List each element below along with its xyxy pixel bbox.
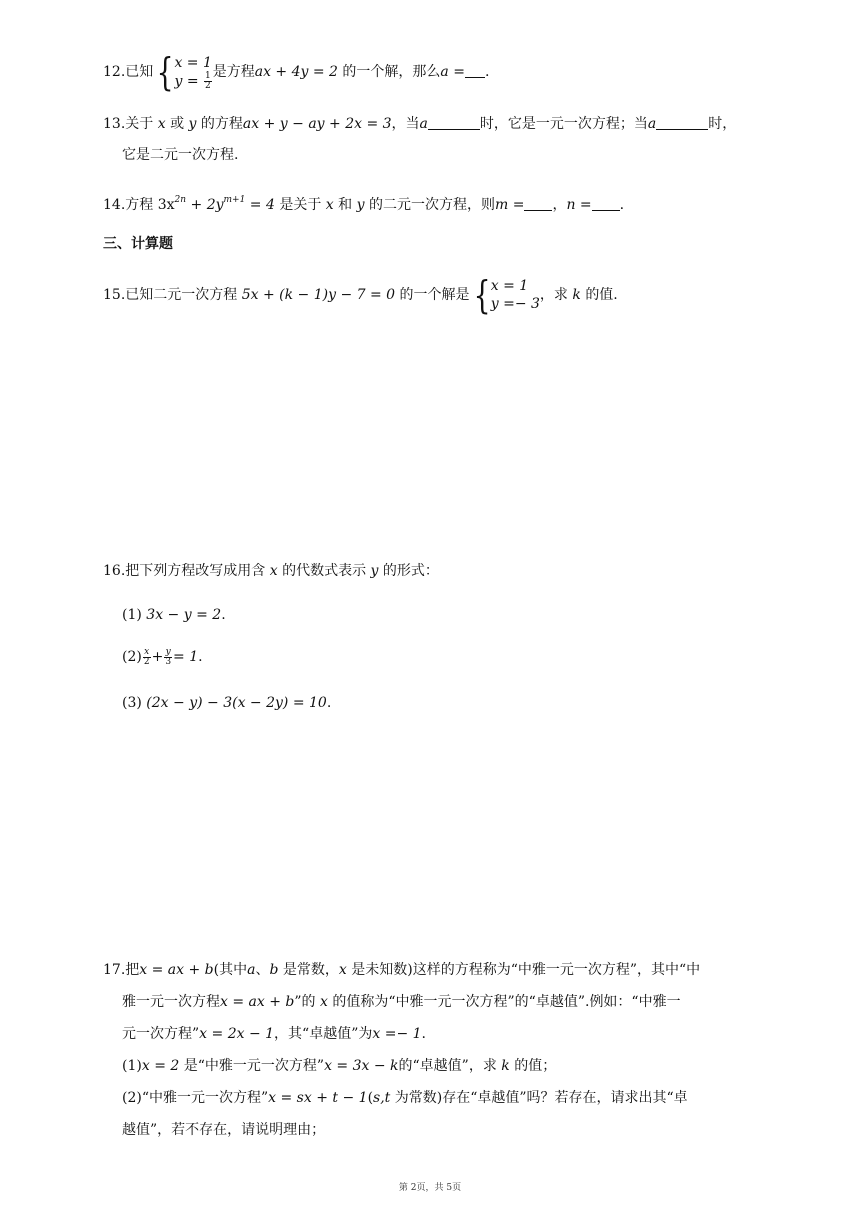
question-16: 16.把下列方程改写成用含 x 的代数式表示 y 的形式： — [103, 563, 439, 579]
question-16-part-1: (1) 3x − y = 2. — [122, 607, 226, 623]
question-number: 16. — [103, 563, 126, 579]
question-12: 12.已知{ x = 1 y = $\frac{1}{2}$ 是方程ax + 4y = 2 的一个解，那么a = . — [103, 50, 490, 94]
fraction: $\frac{1}{2}$ — [205, 70, 211, 91]
question-17-line2: 雅一元一次方程x = ax + b”的 x 的值称为“中雅一元一次方程”的“卓越值”.例如：“中雅一 — [122, 994, 681, 1010]
question-16-part-3: (3) (2x − y) − 3(x − 2y) = 10. — [122, 695, 332, 711]
question-13-line2: 它是二元一次方程. — [122, 147, 239, 163]
question-17: 17.把x = ax + b(其中a、b 是常数，x 是未知数)这样的方程称为“中雅一元一次方程”，其中“中 — [103, 962, 701, 978]
left-brace: { — [473, 273, 491, 317]
question-17-part-2-line2: 越值”，若不存在，请说明理由； — [122, 1122, 326, 1138]
question-14: 14.方程 $3x^{2n} + 2y^{m+1} = 4$ 是关于 x 和 y 的二元一次方程，则m = ，n = . — [103, 195, 625, 213]
question-17-part-2: (2)“中雅一元一次方程”x = sx + t − 1(s,t 为常数)存在“卓越值”吗？若存在，请求出其“卓 — [122, 1090, 688, 1106]
equation-system: x = 1 y =− 3 — [490, 278, 540, 312]
question-number: 14. — [103, 197, 126, 213]
answer-blank[interactable] — [465, 63, 485, 78]
answer-blank-n[interactable] — [592, 196, 620, 211]
answer-blank-m[interactable] — [524, 196, 552, 211]
equation-system: x = 1 y = $\frac{1}{2}$ — [174, 54, 212, 91]
question-13: 13.关于 x 或 y 的方程ax + y − ay + 2x = 3，当a 时，它是一元一次方程；当a 时， — [103, 116, 737, 132]
left-brace: { — [156, 50, 174, 94]
fraction: $\frac{y}{3}$ — [165, 646, 172, 667]
question-number: 15. — [103, 287, 126, 303]
question-17-part-1: (1)x = 2 是“中雅一元一次方程”x = 3x − k的“卓越值”，求 k 的值； — [122, 1058, 557, 1074]
answer-blank-2[interactable] — [656, 115, 708, 130]
question-17-line3: 元一次方程”x = 2x − 1，其“卓越值”为x =− 1. — [122, 1026, 426, 1042]
page-footer: 第 2页，共 5页 — [398, 1183, 462, 1193]
equation: 方程 $3x^{2n} + 2y^{m+1} = 4$ — [125, 195, 275, 213]
question-number: 13. — [103, 116, 126, 132]
question-16-part-2: (2) $\frac{x}{2}$ + $\frac{y}{3}$ = 1. — [122, 646, 203, 667]
section-title: 三、计算题 — [103, 236, 173, 252]
question-15: 15.已知二元一次方程 5x + (k − 1)y − 7 = 0 的一个解是{ x = 1 y =− 3 ，求 k 的值. — [103, 273, 618, 317]
answer-blank-1[interactable] — [428, 115, 480, 130]
fraction: $\frac{x}{2}$ — [143, 646, 150, 667]
equation: 5x + (k − 1)y − 7 = 0 — [241, 287, 396, 303]
equation: ax + 4y = 2 — [254, 64, 338, 80]
question-number: 17. — [103, 962, 126, 978]
question-number: 12. — [103, 64, 126, 80]
equation: ax + y − ay + 2x = 3 — [242, 116, 392, 132]
